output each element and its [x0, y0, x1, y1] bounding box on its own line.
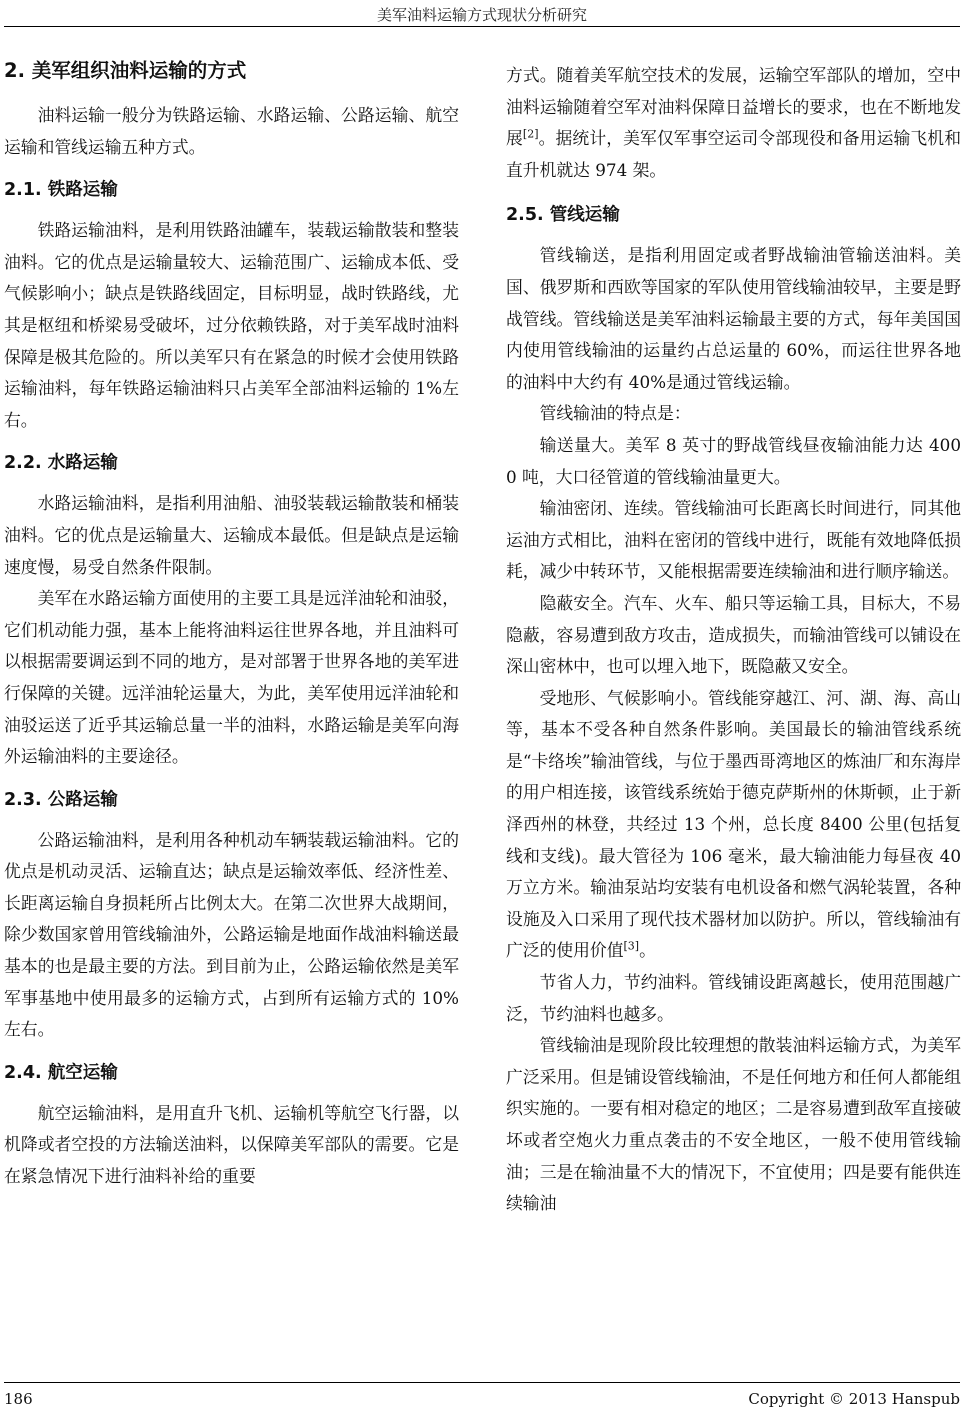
section-2-2-title: 2.2. 水路运输 [4, 453, 118, 474]
section-2-5-paragraph-2: 管线输油的特点是： [539, 403, 691, 424]
section-2-4-text-a: 方式。随着美军航空技术的发展，运输空军部队的增加，空中油料运输随着空军对油料保障日益增长的要求，也在不断地发展 [506, 65, 961, 149]
section-2-3-paragraph: 公路运输油料，是利用各种机动车辆装载运输油料。它的优点是机动灵活、运输直达；缺点是运输效率低、经济性差、长距离运输自身损耗所占比例太大。在第二次世界大战期间，除少数国家曾用管线输油外，公路运输是地面作战油料输送最基本的也是最主要的方法。到目前为止，公路运输依然是美军军事基地中使用最多的运输方式，占到所有运输方式的 10%左右。 [4, 829, 459, 1040]
section-2-4-text-b: 。据统计，美军仅军事空运司令部现役和备用运输飞机和直升机就达 974 架。 [506, 128, 961, 180]
section-2-title: 2. 美军组织油料运输的方式 [4, 59, 247, 82]
right-column [506, 60, 961, 1220]
running-title: 美军油料运输方式现状分析研究 [376, 6, 587, 24]
section-2-4-title: 2.4. 航空运输 [4, 1062, 118, 1083]
section-2-5-paragraph-3: 输送量大。美军 8 英寸的野战管线昼夜输油能力达 4000 吨，大口径管道的管线输油量更大。 [506, 434, 961, 487]
section-2-5-paragraph-6 [506, 683, 961, 967]
section-2-4-paragraph-continued [506, 60, 961, 186]
footer-rule [4, 1382, 960, 1383]
reference-3-link[interactable]: [3] [623, 939, 640, 953]
section-2-5-text-6b: 。 [639, 940, 656, 961]
left-column [4, 56, 459, 1193]
section-2-5-paragraph-7: 节省人力，节约油料。管线铺设距离越长，使用范围越广泛，节约油料也越多。 [506, 972, 961, 1024]
section-2-2-paragraph-2: 美军在水路运输方面使用的主要工具是远洋油轮和油驳，它们机动能力强，基本上能将油料运往世界各地，并且油料可以根据需要调运到不同的地方，是对部署于世界各地的美军进行保障的关键。远洋油轮运量大，为此，美军使用远洋油轮和油驳运送了近乎其运输总量一半的油料，水路运输是美军向海外运输油料的主要途径。 [4, 588, 459, 767]
section-2-5-title: 2.5. 管线运输 [506, 205, 620, 226]
header-rule [4, 26, 960, 27]
section-2-1-paragraph: 铁路运输油料，是利用铁路油罐车，装载运输散装和整装油料。它的优点是运输量较大、运输范围广、运输成本低、受气候影响小；缺点是铁路线固定，目标明显，战时铁路线，尤其是枢纽和桥梁易受破坏，过分依赖铁路，对于美军战时油料保障是极其危险的。所以美军只有在紧急的时候才会使用铁路运输油料，每年铁路运输油料只占美军全部油料运输的 1%左右。 [4, 220, 459, 430]
section-2-5-text-6a: 受地形、气候影响小。管线能穿越江、河、湖、海、高山等，基本不受各种自然条件影响。美国最长的输油管线系统是“卡络埃”输油管线，与位于墨西哥湾地区的炼油厂和东海岸的用户相连接，该管线系统始于德克萨斯州的休斯顿，止于新泽西州的林登，共经过 13 个州，总长度 8400 公里(包括复线和支线)。最大管径为 106 毫米，最大输油能力每昼夜 40 万立方米。输油泵站均安装有电机设备和燃气涡轮装置，各种设施及入口采用了现代技术器材加以防护。所以，管线输油有广泛的使用价值 [506, 687, 961, 961]
section-2-2-paragraph-1: 水路运输油料，是指利用油船、油驳装载运输散装和桶装油料。它的优点是运输量大、运输成本最低。但是缺点是运输速度慢，易受自然条件限制。 [4, 493, 459, 577]
section-2-5-paragraph-8: 管线输油是现阶段比较理想的散装油料运输方式，为美军广泛采用。但是铺设管线输油，不是任何地方和任何人都能组织实施的。一要有相对稳定的地区；二是容易遭到敌军直接破坏或者空炮火力重点袭击的不安全地区，一般不使用管线输油；三是在输油量不大的情况下，不宜使用；四是要有能供连续输油 [506, 1035, 961, 1214]
section-2-intro: 油料运输一般分为铁路运输、水路运输、公路运输、航空运输和管线运输五种方式。 [4, 105, 459, 157]
reference-2-link[interactable]: [2] [522, 127, 539, 141]
section-2-1-title: 2.1. 铁路运输 [4, 180, 118, 201]
section-2-4-paragraph-start: 航空运输油料，是用直升飞机、运输机等航空飞行器，以机降或者空投的方法输送油料，以保障美军部队的需要。它是在紧急情况下进行油料补给的重要 [4, 1102, 459, 1187]
section-2-5-paragraph-1: 管线输送，是指利用固定或者野战输油管输送油料。美国、俄罗斯和西欧等国家的军队使用管线输油较早，主要是野战管线。管线输送是美军油料运输最主要的方式，每年美国国内使用管线输油的运量约占总运量的 60%，而运往世界各地的油料中大约有 40%是通过管线运输。 [506, 245, 961, 392]
page-number: 186 [4, 1390, 33, 1408]
section-2-3-title: 2.3. 公路运输 [4, 789, 118, 810]
section-2-5-paragraph-4: 输油密闭、连续。管线输油可长距离长时间进行，同其他运油方式相比，油料在密闭的管线中进行，既能有效地降低损耗，减少中转环节，又能根据需要连续输油和进行顺序输送。 [506, 498, 961, 582]
section-2-5-paragraph-5: 隐蔽安全。汽车、火车、船只等运输工具，目标大，不易隐蔽，容易遭到敌方攻击，造成损失，而输油管线可以铺设在深山密林中，也可以埋入地下，既隐蔽又安全。 [506, 592, 961, 677]
copyright-notice: Copyright © 2013 Hanspub [748, 1390, 960, 1408]
